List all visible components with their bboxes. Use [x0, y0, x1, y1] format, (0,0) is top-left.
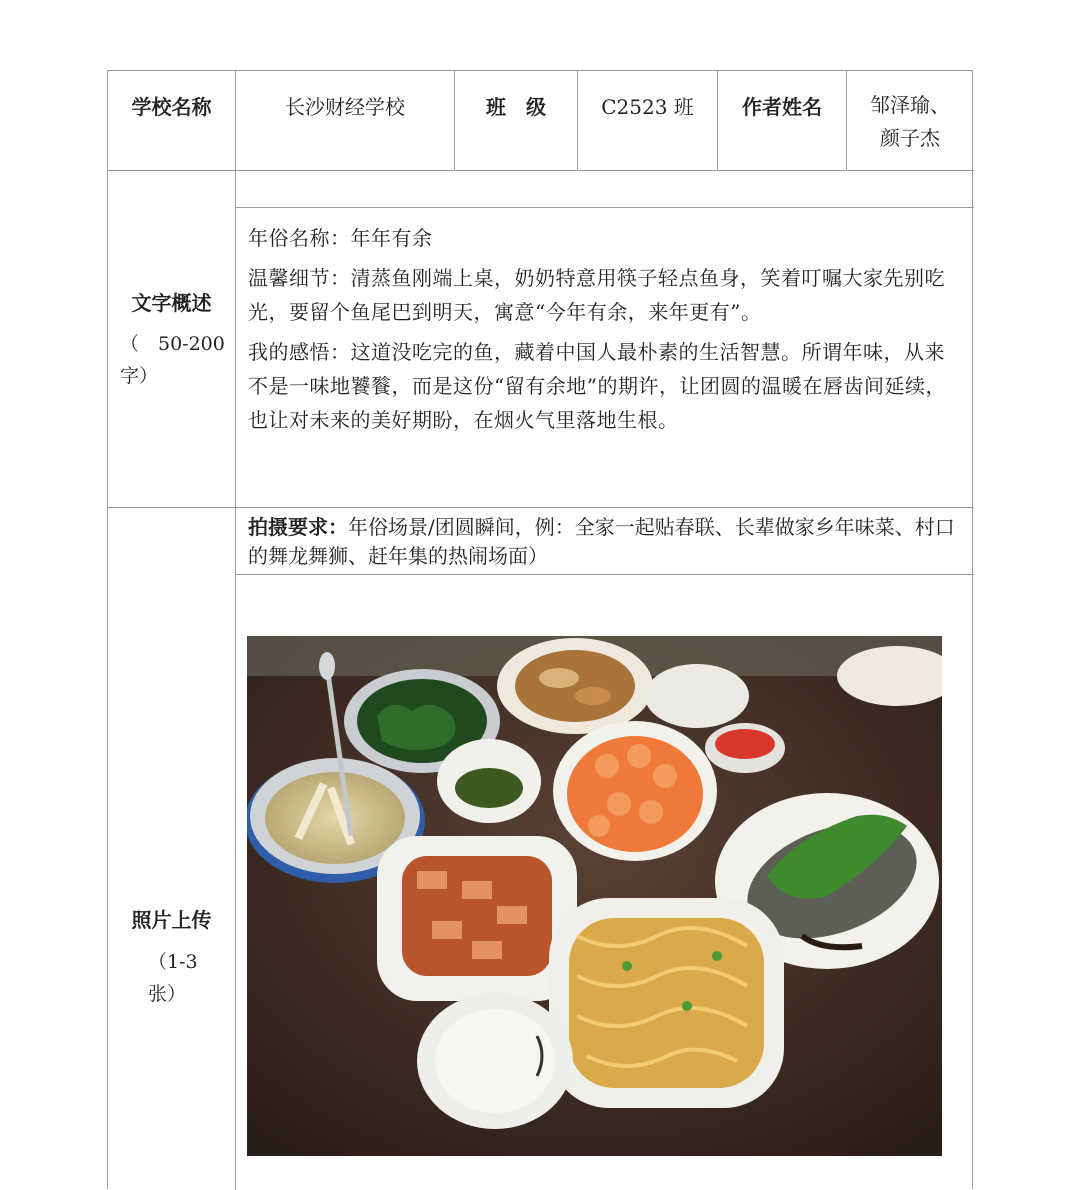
summary-label: 文字概述: [131, 291, 212, 315]
class-value-cell: [578, 71, 718, 170]
custom-name: 年俗名称：年年有余: [248, 226, 433, 250]
uploaded-photo[interactable]: [247, 636, 942, 1156]
class-value: C2523 班: [601, 95, 694, 119]
class-label-cell: [455, 71, 578, 170]
requirement-text-block: [248, 513, 966, 571]
summary-sublabel: （ 50-200 字）: [120, 333, 225, 387]
author-value-cell: [847, 71, 973, 170]
empty-plate-bottom: [417, 993, 573, 1129]
school-value-cell: [236, 71, 455, 170]
reflection: 我的感悟：这道没吃完的鱼，藏着中国人最朴素的生活智慧。所谓年味，从来不是一味地饕餮，而是这份“留有余地”的期许，让团圆的温暖在唇齿间延续，也让对未来的美好期盼，在烟火气里落地生根。: [248, 340, 946, 432]
summary-label-cell: [108, 171, 236, 507]
submission-form: [107, 70, 973, 1189]
school-value: 长沙财经学校: [285, 95, 405, 119]
requirement-text: 年俗场景/团圆瞬间，例：全家一起贴春联、长辈做家乡年味菜、村口的舞龙舞狮、赶年集的热闹场面）: [248, 515, 955, 568]
class-label: 班 级: [486, 95, 546, 119]
school-label-cell: [108, 71, 236, 170]
author-label: 作者姓名: [742, 95, 822, 119]
small-plate-top: [645, 664, 749, 728]
dip-bowl: [437, 739, 541, 823]
header-row: [108, 71, 974, 171]
summary-section: [108, 171, 974, 508]
photo-sublabel: （1-3 张）: [148, 951, 198, 1005]
school-label: 学校名称: [131, 95, 212, 119]
photo-label: 照片上传: [131, 908, 212, 932]
requirement-title: 拍摄要求：: [248, 515, 348, 539]
sauce-cup: [705, 723, 785, 773]
author-label-cell: [718, 71, 847, 170]
warm-detail: 温馨细节：清蒸鱼刚端上桌，奶奶特意用筷子轻点鱼身，笑着叮嘱大家先别吃光，要留个鱼尾巴到明天，寓意“今年有余，来年更有”。: [248, 266, 945, 324]
photo-section: [108, 508, 974, 1190]
photo-label-cell: [108, 508, 236, 1190]
shrimp-plate: [553, 721, 717, 861]
stirfry-plate: [497, 638, 653, 734]
summary-blank-row: [236, 171, 974, 208]
author-name-2: 颜子杰: [880, 126, 940, 150]
summary-body: [248, 221, 948, 443]
author-value: [847, 89, 973, 155]
pork-plate: [377, 836, 577, 1001]
requirement-row: [236, 508, 974, 575]
author-name-1: 邹泽瑜、: [870, 93, 950, 117]
noodle-plate: [549, 898, 784, 1108]
